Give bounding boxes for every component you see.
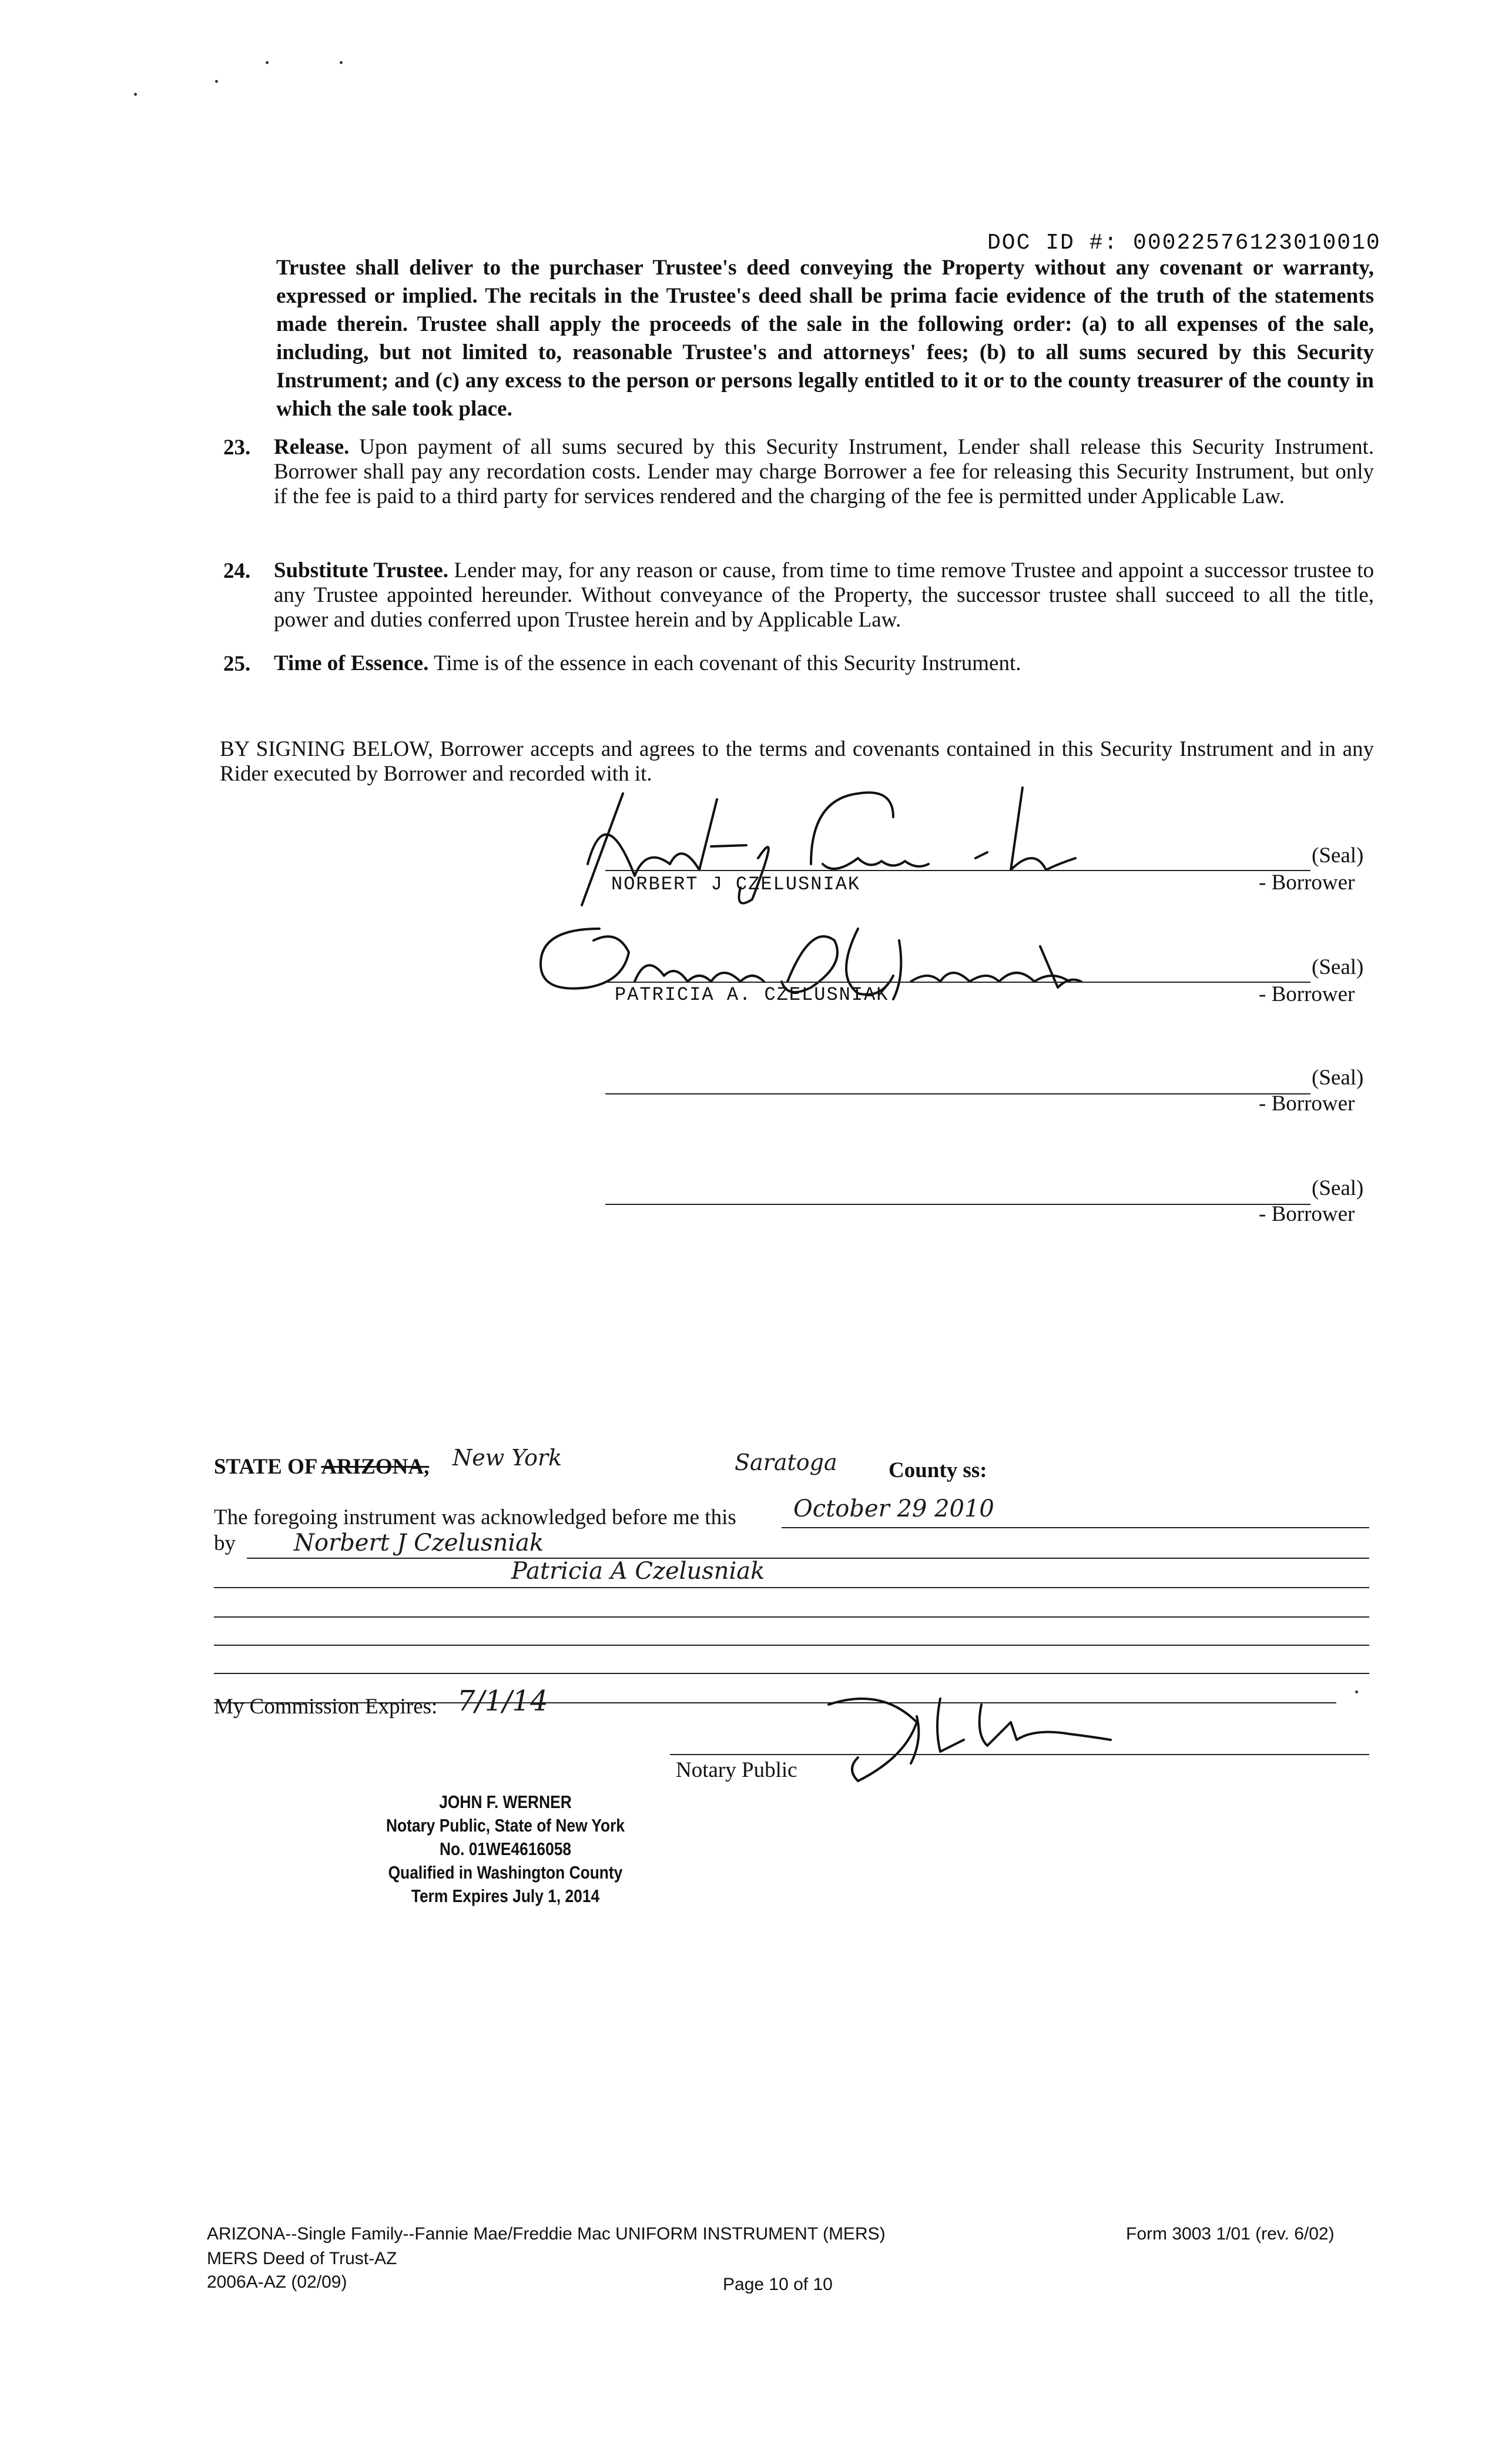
intro-paragraph: Trustee shall deliver to the purchaser Trustee's deed conveying the Property without any covenant or warranty, expressed or implied. The recitals in the Trustee's deed shall be prima facie evidence of the truth of the statements made therein. Trustee shall apply the proceeds of the sale in the following order: (a) to all expenses of the sale, including, but not limited to, reasonable Trustee's and attorneys' fees; (b) to all sums secured by this Security Instrument; and (c) any excess to the person or persons legally entitled to it or to the county treasurer of the county in which the sale took place.: [276, 256, 1374, 421]
by-label: by: [214, 1531, 236, 1555]
county-label: County ss:: [889, 1458, 987, 1482]
state-label: STATE OF: [214, 1455, 317, 1479]
section-title: Release.: [274, 435, 350, 459]
signature-line: [605, 1204, 1310, 1205]
borrower-role: - Borrower: [1259, 1202, 1355, 1226]
section-text: Time is of the essence in each covenant of this Security Instrument.: [428, 651, 1021, 675]
footer-left-line3: 2006A-AZ (02/09): [207, 2272, 347, 2292]
state-printed-struck: ARIZONA,: [321, 1455, 430, 1479]
section-time-of-essence: [274, 651, 1374, 676]
section-number: 25.: [223, 652, 251, 676]
footer-page-number: Page 10 of 10: [723, 2275, 833, 2294]
section-substitute-trustee: [274, 558, 1374, 632]
section-text: Upon payment of all sums secured by this Security Instrument, Lender shall release this Security Instrument. Borrower shall pay any recordation costs. Lender may charge Borrower a fee for releasing this Security Instrument, but only if the fee is paid to a third party for services rendered and the charging of the fee is permitted under Applicable Law.: [274, 435, 1374, 508]
borrower-role: - Borrower: [1259, 982, 1355, 1006]
by-line: [214, 1587, 1369, 1588]
scan-speck: [215, 80, 218, 83]
blank-line: [214, 1616, 1369, 1618]
borrower-role: - Borrower: [1259, 871, 1355, 895]
seal-label: (Seal): [1312, 955, 1364, 979]
by-line: [247, 1558, 1369, 1559]
signature-line: [605, 982, 1310, 983]
signing-statement: BY SIGNING BELOW, Borrower accepts and agrees to the terms and covenants contained in this Security Instrument and in any Rider executed by Borrower and recorded with it.: [220, 737, 1374, 786]
stamp-line: JOHN F. WERNER: [439, 1792, 572, 1812]
date-line: [782, 1527, 1369, 1528]
by-line1-handwritten: Norbert J Czelusniak: [294, 1529, 544, 1556]
blank-line: [214, 1673, 1369, 1674]
footer-form-number: Form 3003 1/01 (rev. 6/02): [1126, 2224, 1335, 2244]
footer-left-line1: ARIZONA--Single Family--Fannie Mae/Freddie Mac UNIFORM INSTRUMENT (MERS): [207, 2224, 886, 2244]
notary-signature: [764, 1681, 1117, 1799]
section-number: 24.: [223, 559, 251, 583]
section-release: [274, 435, 1374, 509]
notary-public-line: [670, 1754, 1369, 1755]
acknowledged-text: The foregoing instrument was acknowledged before me this: [214, 1505, 736, 1529]
borrower-name: NORBERT J CZELUSNIAK: [611, 873, 861, 895]
scan-speck: [340, 61, 343, 64]
signature-line: [605, 1093, 1310, 1094]
notary-public-label: Notary Public: [676, 1758, 797, 1782]
stamp-line: Qualified in Washington County: [388, 1862, 623, 1883]
commission-date: 7/1/14: [457, 1685, 548, 1718]
notary-stamp: [356, 1790, 655, 1908]
blank-line: [214, 1645, 1369, 1646]
borrower-signature-norbert: [564, 776, 1128, 917]
stamp-line: Notary Public, State of New York: [386, 1815, 625, 1836]
seal-label: (Seal): [1312, 1176, 1364, 1200]
stamp-line: Term Expires July 1, 2014: [411, 1886, 600, 1906]
county-handwritten: Saratoga: [735, 1449, 837, 1475]
state-handwritten: New York: [452, 1445, 562, 1471]
seal-label: (Seal): [1312, 843, 1364, 868]
footer-left-line2: MERS Deed of Trust-AZ: [207, 2249, 397, 2268]
signature-line: [605, 870, 1310, 871]
section-title: Time of Essence.: [274, 651, 429, 675]
commission-label: My Commission Expires:: [214, 1695, 438, 1719]
section-text: Lender may, for any reason or cause, from time to time remove Trustee and appoint a successor trustee to any Trustee appointed hereunder. Without conveyance of the Property, the successor trustee shall succeed to all the title, power and duties conferred upon Trustee herein and by Applicable Law.: [274, 558, 1374, 632]
by-line2-handwritten: Patricia A Czelusniak: [511, 1558, 765, 1585]
borrower-role: - Borrower: [1259, 1092, 1355, 1116]
scan-speck: [266, 61, 269, 64]
borrower-name: PATRICIA A. CZELUSNIAK: [615, 984, 889, 1006]
state-of-line: [214, 1454, 429, 1479]
acknowledged-date: October 29 2010: [793, 1495, 994, 1522]
section-number: 23.: [223, 436, 251, 460]
seal-label: (Seal): [1312, 1066, 1364, 1090]
scan-speck: [134, 93, 137, 96]
section-title: Substitute Trustee.: [274, 558, 449, 582]
scan-speck: [1355, 1690, 1358, 1693]
doc-id: DOC ID #: 00022576123010010: [987, 230, 1381, 256]
stamp-line: No. 01WE4616058: [439, 1839, 572, 1859]
